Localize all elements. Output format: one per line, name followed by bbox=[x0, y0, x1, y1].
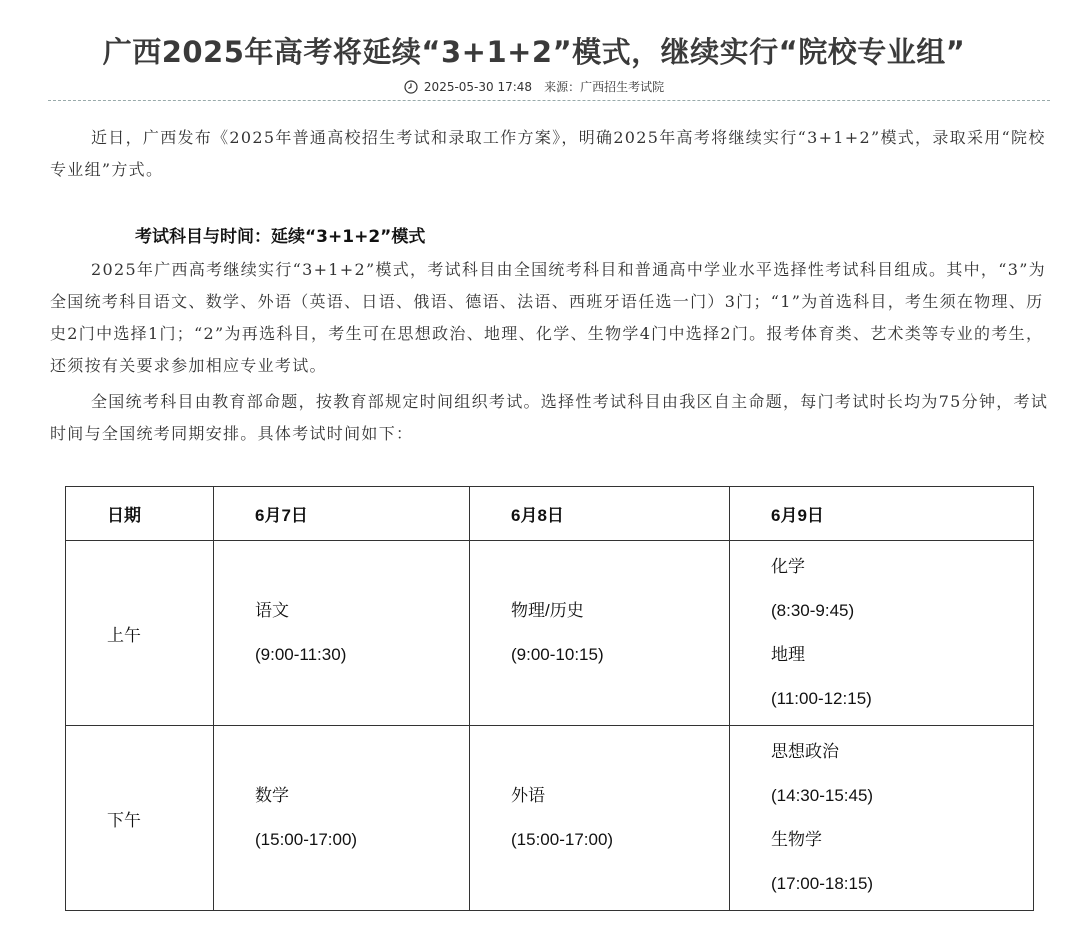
exam-time: (9:00-11:30) bbox=[255, 645, 347, 664]
exam-cell bbox=[470, 589, 729, 677]
table-row bbox=[66, 726, 1034, 911]
exam-subject: 语文 bbox=[255, 601, 289, 620]
clock-icon bbox=[404, 80, 418, 94]
article-source: 来源：广西招生考试院 bbox=[544, 80, 665, 94]
paragraph-subjects: 2025年广西高考继续实行“3+1+2”模式，考试科目由全国统考科目和普通高中学业水平选择性考试科目组成。其中，“3”为全国统考科目语文、数学、外语（英语、日语、俄语、德语、法语、西班牙语任选一门）3门；“1”为首选科目，考生须在物理、历史2门中选择1门；“2”为再选科目，考生可在思想政治、地理、化学、生物学4门中选择2门。报考体育类、艺术类等专业的考生，还须按有关要求参加相应专业考试。 bbox=[50, 260, 1046, 375]
exam-cell bbox=[214, 589, 469, 677]
header-day1: 6月7日 bbox=[255, 506, 308, 525]
article-title: 广西2025年高考将延续“3+1+2”模式，继续实行“院校专业组” bbox=[102, 35, 966, 69]
exam-subject: 数学 bbox=[255, 786, 289, 805]
article-meta bbox=[0, 78, 1068, 95]
exam-subject: 生物学 bbox=[771, 830, 822, 849]
exam-cell bbox=[214, 774, 469, 862]
exam-time: (15:00-17:00) bbox=[255, 830, 358, 849]
exam-time: (11:00-12:15) bbox=[771, 689, 872, 708]
intro-paragraph: 近日，广西发布《2025年普通高校招生考试和录取工作方案》，明确2025年高考将继续实行“3+1+2”模式，录取采用“院校专业组”方式。 bbox=[50, 128, 1046, 179]
exam-subject: 物理/历史 bbox=[511, 601, 584, 620]
title-divider bbox=[48, 100, 1050, 101]
period-morning: 上午 bbox=[107, 625, 141, 645]
exam-subject: 化学 bbox=[771, 557, 805, 576]
header-day3: 6月9日 bbox=[771, 506, 824, 525]
exam-cell bbox=[730, 730, 1033, 906]
table-header-row bbox=[66, 487, 1034, 541]
exam-time: (9:00-10:15) bbox=[511, 645, 604, 664]
period-afternoon: 下午 bbox=[107, 810, 141, 830]
exam-subject: 外语 bbox=[511, 786, 545, 805]
exam-time: (15:00-17:00) bbox=[511, 830, 614, 849]
header-date: 日期 bbox=[107, 506, 141, 525]
exam-time: (8:30-9:45) bbox=[771, 601, 855, 620]
exam-cell bbox=[730, 545, 1033, 721]
table-row bbox=[66, 541, 1034, 726]
exam-time: (14:30-15:45) bbox=[771, 786, 874, 805]
header-day2: 6月8日 bbox=[511, 506, 564, 525]
exam-cell bbox=[470, 774, 729, 862]
exam-subject: 思想政治 bbox=[771, 742, 839, 761]
paragraph-timing: 全国统考科目由教育部命题，按教育部规定时间组织考试。选择性考试科目由我区自主命题，每门考试时长均为75分钟，考试时间与全国统考同期安排。具体考试时间如下： bbox=[50, 392, 1049, 443]
exam-schedule-table bbox=[65, 486, 1034, 911]
publish-date: 2025-05-30 17:48 bbox=[423, 80, 533, 94]
section-heading: 考试科目与时间：延续“3+1+2”模式 bbox=[135, 227, 426, 247]
exam-subject: 地理 bbox=[771, 645, 805, 664]
exam-time: (17:00-18:15) bbox=[771, 874, 874, 893]
